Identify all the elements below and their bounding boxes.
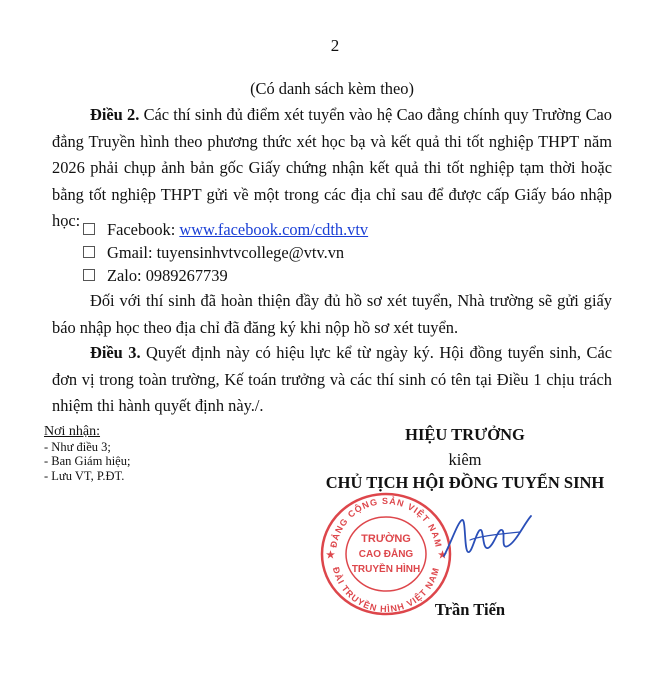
recipient-item: - Ban Giám hiệu;: [44, 454, 131, 468]
signature-concurrent: kiêm: [448, 450, 482, 469]
school-seal-stamp: [316, 490, 456, 618]
contact-gmail: [83, 241, 344, 265]
stamp-star-icon: ★: [438, 550, 447, 561]
gmail-text: Gmail: tuyensinhvtvcollege@vtv.vn: [107, 243, 345, 262]
completed-note: Đối với thí sinh đã hoàn thiện đầy đủ hồ sơ xét tuyển, Nhà trường sẽ gửi giấy báo nhập học theo địa chỉ đã đăng ký khi nộp hồ sơ xét tuyển.: [52, 291, 612, 337]
checkbox-icon: [83, 246, 95, 258]
checkbox-icon: [83, 269, 95, 281]
signature-title: HIỆU TRƯỞNG: [405, 425, 525, 444]
article-2-label: Điều 2.: [90, 105, 140, 124]
facebook-label: Facebook:: [107, 220, 180, 239]
stamp-star-icon: ★: [326, 550, 335, 561]
contact-facebook: [83, 218, 368, 242]
contact-zalo: [83, 264, 228, 288]
facebook-link[interactable]: www.facebook.com/cdth.vtv: [179, 220, 369, 239]
stamp-ring-top-text: ĐẢNG CỘNG SẢN VIỆT NAM: [328, 495, 444, 549]
article-3: [52, 340, 612, 420]
stamp-center-line: TRƯỜNG: [361, 533, 411, 545]
article-2: [52, 102, 612, 235]
stamp-ring-bottom-text: ĐÀI TRUYỀN HÌNH VIỆT NAM: [330, 565, 442, 615]
recipient-item: - Như điều 3;: [44, 439, 111, 454]
signature-role: CHỦ TỊCH HỘI ĐỒNG TUYỂN SINH: [325, 473, 605, 492]
zalo-text: Zalo: 0989267739: [107, 266, 228, 285]
attachment-note: (Có danh sách kèm theo): [250, 79, 414, 98]
checkbox-icon: [83, 223, 95, 235]
stamp-center-line: CAO ĐẲNG: [358, 549, 414, 560]
stamp-center-line: TRUYỀN HÌNH: [351, 564, 421, 575]
page-number: 2: [330, 36, 340, 55]
recipients-block: [44, 425, 130, 483]
recipients-title: Nơi nhận:: [44, 424, 101, 439]
article-3-text: Quyết định này có hiệu lực kể từ ngày ký. Hội đồng tuyển sinh, Các đơn vị trong toàn trường, Kế toán trưởng và các thí sinh có tên tại Điều 1 chịu trách nhiệm thi hành quyết định này./.: [52, 343, 612, 415]
article-3-label: Điều 3.: [90, 343, 141, 362]
article-2-text: Các thí sinh đủ điểm xét tuyển vào hệ Cao đẳng chính quy Trường Cao đẳng Truyền hình theo phương thức xét học bạ và kết quả thi tốt nghiệp THPT năm 2026 phải chụp ảnh bản gốc Giấy chứng nhận kết quả thi tốt nghiệp tạm thời hoặc bằng tốt nghiệp THPT gửi về một trong các địa chỉ sau để được cấp Giấy báo nhập học:: [52, 105, 612, 230]
handwritten-signature: [440, 510, 535, 570]
signer-name: Trần Tiến: [434, 600, 506, 619]
recipient-item: - Lưu VT, P.ĐT.: [44, 468, 125, 483]
